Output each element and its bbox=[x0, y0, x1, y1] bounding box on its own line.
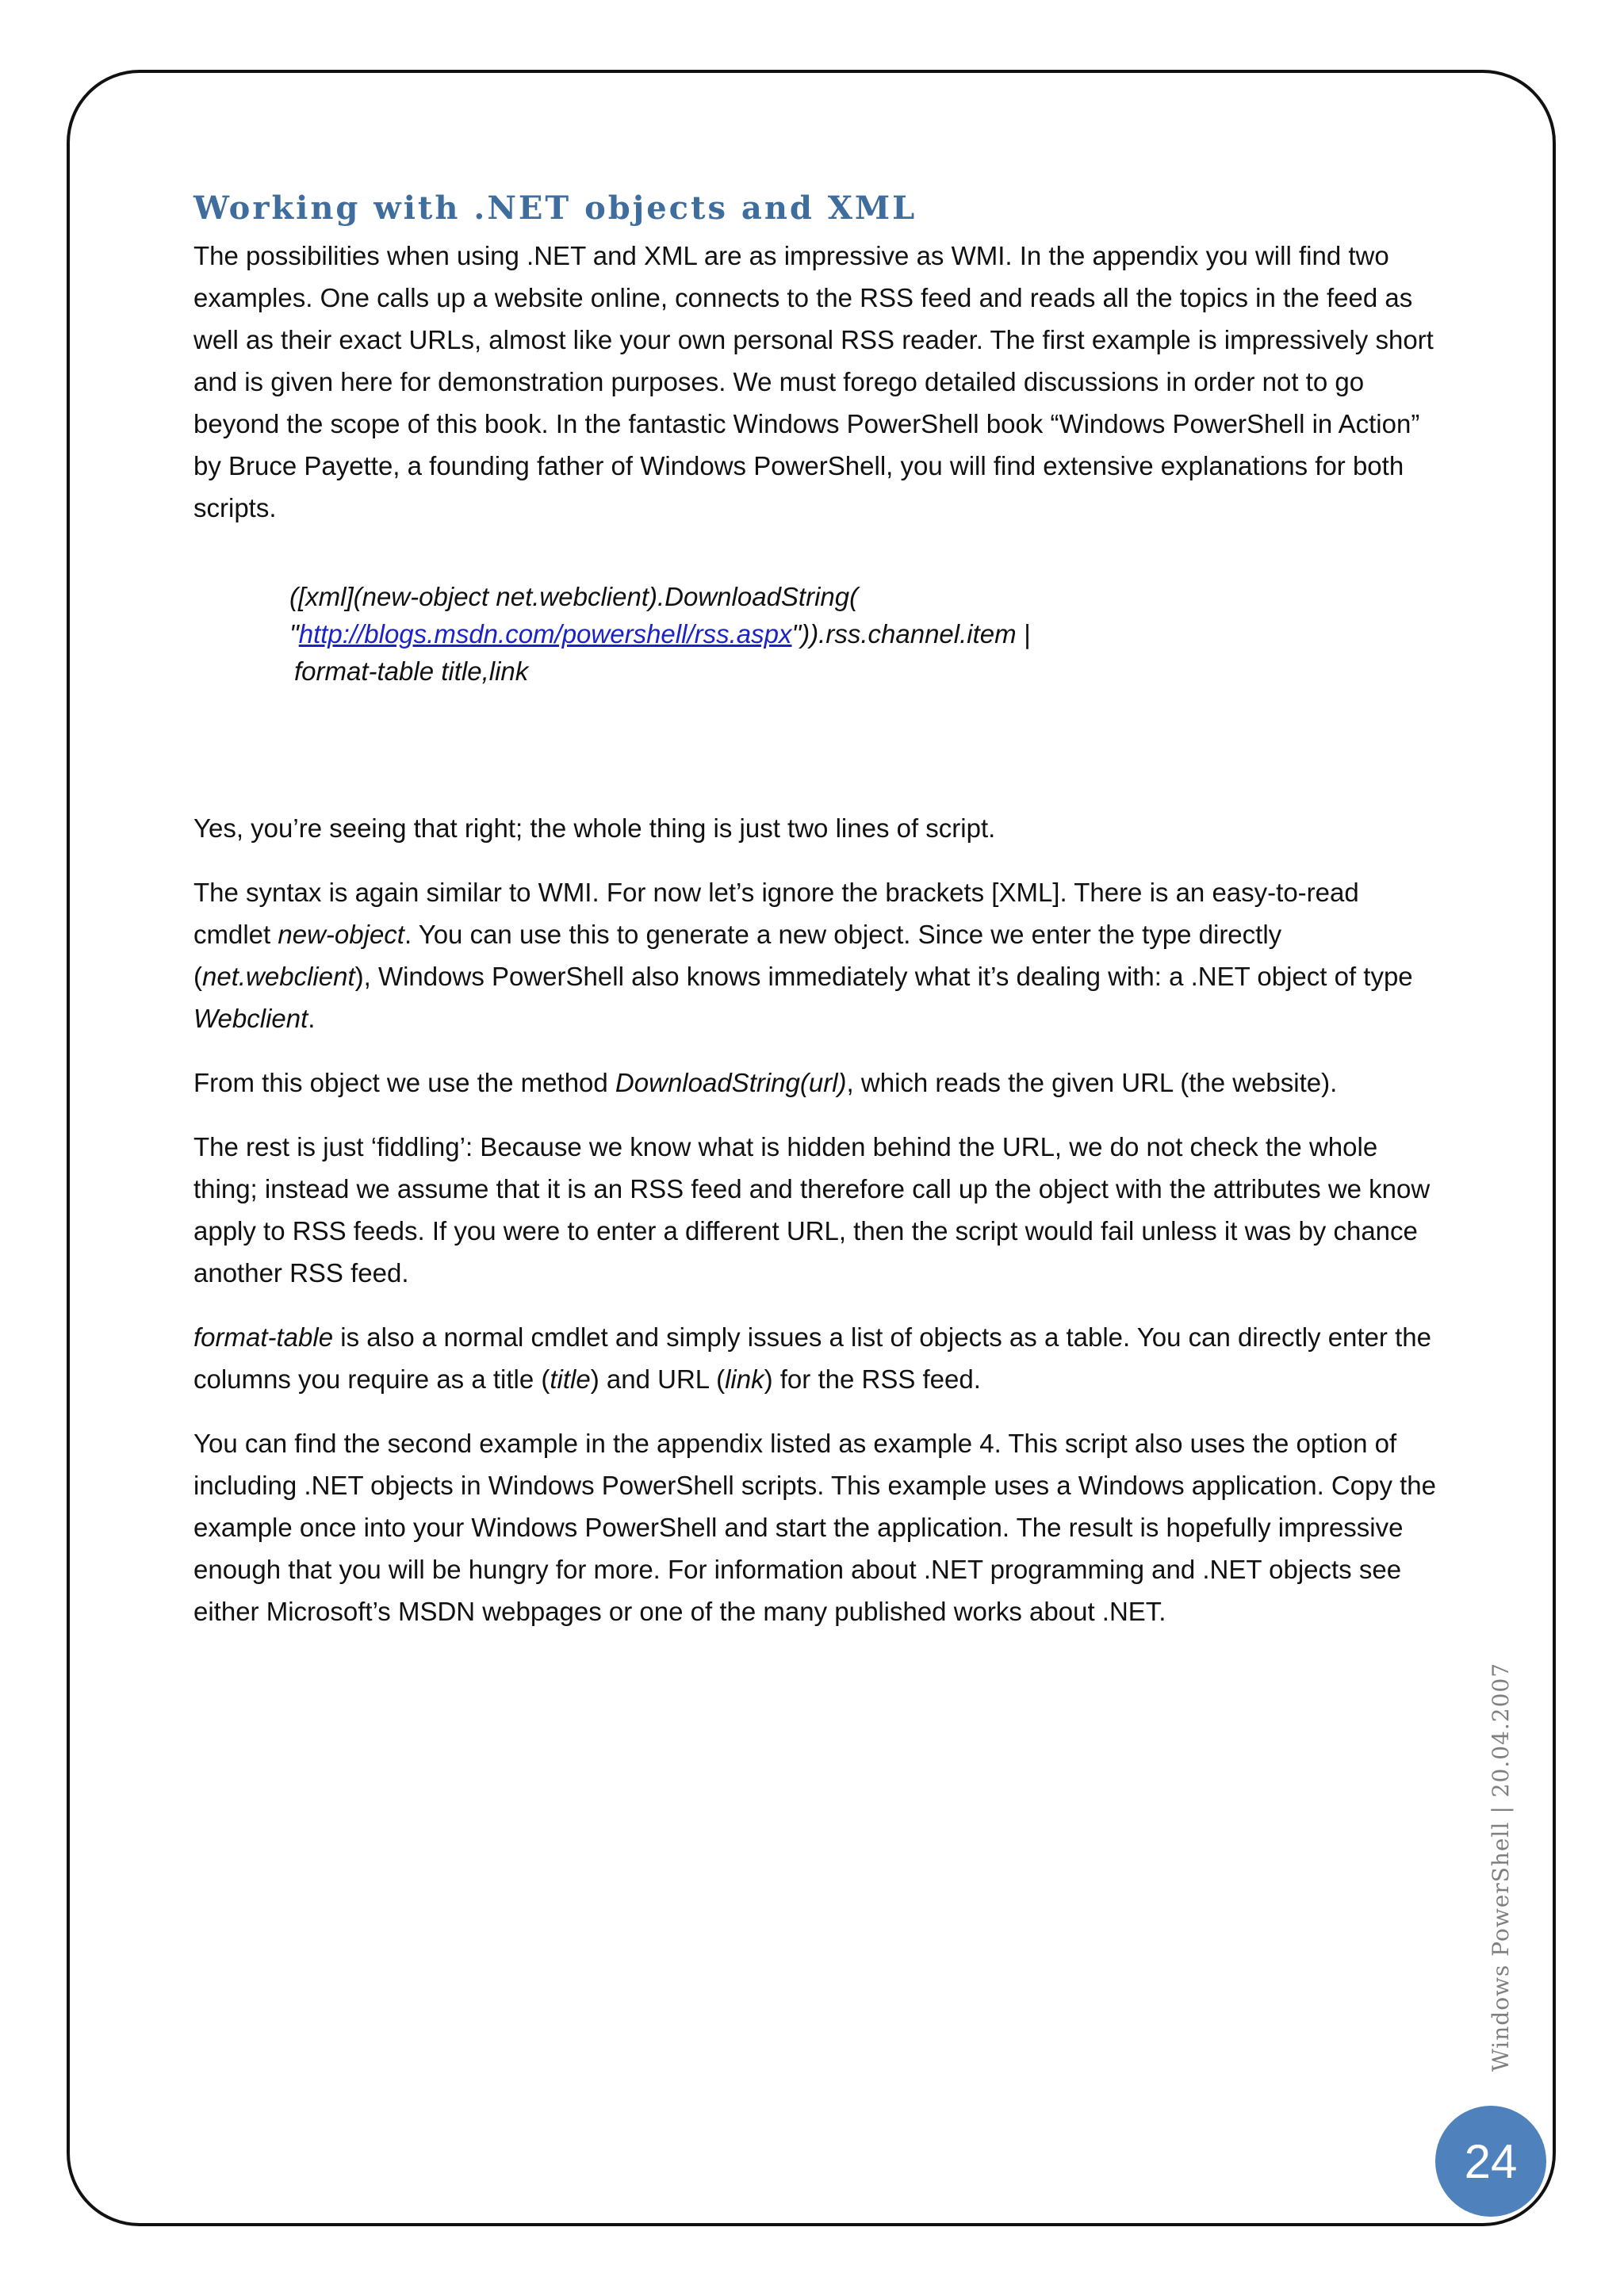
code-line-2 bbox=[289, 615, 1438, 652]
paragraph-syntax bbox=[193, 871, 1438, 1039]
p3-net-webclient: net.webclient bbox=[202, 962, 355, 991]
p6-title: title bbox=[550, 1364, 591, 1394]
p3-text-e: ), Windows PowerShell also knows immediately what it’s dealing with: a .NET object of type bbox=[354, 962, 1413, 991]
paragraph-second-example: You can find the second example in the appendix listed as example 4. This script also uses the option of including .NET objects in Windows PowerShell scripts. This example uses a Windows application. Copy the example once into your Windows PowerShell and start the application. The result is hopefully impressive enough that you will be hungry for more. For information about .NET programming and .NET objects see either Microsoft’s MSDN webpages or one of the many published works about .NET. bbox=[193, 1429, 1437, 1626]
p4-text-c: , which reads the given URL (the website). bbox=[846, 1068, 1338, 1097]
paragraph-fiddling: The rest is just ‘fiddling’: Because we know what is hidden behind the URL, we do not check the whole thing; instead we assume that it is an RSS feed and therefore call up the object with the attributes we know apply to RSS feeds. If you were to enter a different URL, then the script would fail unless it was by chance another RSS feed. bbox=[193, 1132, 1431, 1288]
p3-webclient: Webclient bbox=[193, 1004, 308, 1033]
p6-link: link bbox=[725, 1364, 764, 1394]
intro-paragraph: The possibilities when using .NET and XML are as impressive as WMI. In the appendix you will find two examples. One calls up a website online, connects to the RSS feed and reads all the topics in the feed as well as their exact URLs, almost like your own personal RSS reader. The first example is impressively short and is given here for demonstration purposes. We must forego detailed discussions in order not to go beyond the scope of this book. In the fantastic Windows PowerShell book “Windows PowerShell in Action” by Bruce Payette, a founding father of Windows PowerShell, you will find extensive explanations for both scripts. bbox=[193, 241, 1434, 522]
p3-new-object: new-object bbox=[278, 920, 404, 949]
p3-text-g: . bbox=[308, 1004, 316, 1033]
side-footer-text: Windows PowerShell | 20.04.2007 bbox=[1488, 1662, 1514, 2072]
code-quote-open: " bbox=[289, 619, 299, 649]
p6-text-d: ) and URL ( bbox=[590, 1364, 726, 1394]
paragraph-method bbox=[193, 1062, 1438, 1104]
p4-downloadstring: DownloadString(url) bbox=[615, 1068, 847, 1097]
p3-text-c: . You can use this to generate a new object. Since we enter the type directly ( bbox=[193, 920, 1282, 991]
paragraph-two-lines: Yes, you’re seeing that right; the whole thing is just two lines of script. bbox=[193, 813, 996, 843]
p6-text-b: is also a normal cmdlet and simply issues a list of objects as a table. You can directly enter the columns you require as a title ( bbox=[193, 1322, 1431, 1394]
code-line-1: ([xml](new-object net.webclient).DownloadString( bbox=[289, 582, 859, 611]
paragraph-format-table bbox=[193, 1316, 1438, 1400]
code-line-3: format-table title,link bbox=[294, 656, 529, 686]
code-example bbox=[289, 578, 1438, 690]
p6-format-table: format-table bbox=[193, 1322, 334, 1352]
code-line-2-rest: ")).rss.channel.item | bbox=[791, 619, 1031, 649]
p6-text-f: ) for the RSS feed. bbox=[764, 1364, 981, 1394]
section-title: Working with .NET objects and XML bbox=[193, 189, 917, 227]
page-content bbox=[193, 187, 1438, 1655]
p3-text-a: The syntax is again similar to WMI. For now let’s ignore the brackets [XML]. There is an easy-to-read cmdlet bbox=[193, 878, 1359, 949]
p4-text-a: From this object we use the method bbox=[193, 1068, 615, 1097]
rss-url-link[interactable]: http://blogs.msdn.com/powershell/rss.aspx bbox=[298, 619, 792, 649]
page-number-badge: 24 bbox=[1435, 2106, 1546, 2217]
